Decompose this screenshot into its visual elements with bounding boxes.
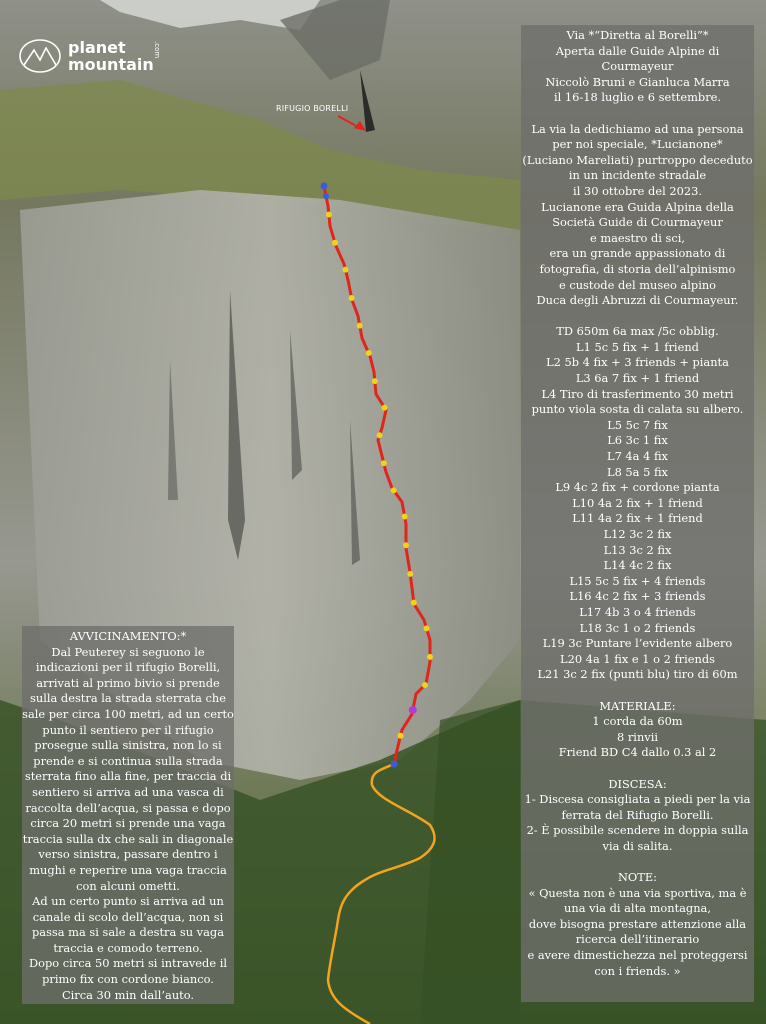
text-line: prende e si continua sulla strada <box>33 753 223 768</box>
text-line: circa 20 metri si prende una vaga <box>30 816 226 831</box>
belay-dot <box>377 432 383 438</box>
belay-dot <box>332 240 338 246</box>
spacer <box>521 106 754 122</box>
text-line: Courmayeur <box>601 59 674 74</box>
text-line: il 30 ottobre del 2023. <box>573 183 702 198</box>
text-line: L1 5c 5 fix + 1 friend <box>576 339 699 354</box>
belay-dot <box>366 350 372 356</box>
belay-dot <box>411 600 417 606</box>
text-line: MATERIALE: <box>599 698 676 713</box>
spacer <box>521 761 754 777</box>
text-line: prosegue sulla sinistra, non lo si <box>34 738 222 753</box>
belay-dot <box>372 378 378 384</box>
spacer <box>521 683 754 699</box>
spacer <box>521 309 754 325</box>
text-line: L20 4a 1 fix e 1 o 2 friends <box>560 651 715 666</box>
text-line: ferrata del Rifugio Borelli. <box>561 807 714 822</box>
text-line: DISCESA: <box>608 776 667 791</box>
text-line: L21 3c 2 fix (punti blu) tiro di 60m <box>537 667 738 682</box>
text-line: canale di scolo dell’acqua, non si <box>32 909 224 924</box>
text-line: Società Guide di Courmayeur <box>552 215 723 230</box>
text-line: L16 4c 2 fix + 3 friends <box>569 589 706 604</box>
logo-suffix: .com <box>153 41 161 59</box>
belay-dot <box>382 405 388 411</box>
text-line: Ad un certo punto si arriva ad un <box>32 894 224 909</box>
belay-dot <box>342 267 348 273</box>
text-line: L18 3c 1 o 2 friends <box>579 620 696 635</box>
text-line: con alcuni ometti. <box>76 878 180 893</box>
text-line: L10 4a 2 fix + 1 friend <box>572 495 703 510</box>
text-line: era un grande appassionato di <box>549 246 726 261</box>
text-line: 1 corda da 60m <box>592 714 683 729</box>
rifugio-label: RIFUGIO BORELLI <box>276 104 349 113</box>
text-line: raccolta dell’acqua, si passa e dopo <box>25 800 231 815</box>
text-line: e avere dimestichezza nel proteggersi <box>527 948 748 963</box>
text-line: arrivati al primo bivio si prende <box>36 675 220 690</box>
text-line: per noi speciale, *Lucianone* <box>552 137 723 152</box>
text-line: traccia sulla dx che sali in diagonale <box>22 831 234 846</box>
text-line: in un incidente stradale <box>568 168 707 183</box>
belay-dot <box>326 212 332 218</box>
text-line: verso sinistra, passare dentro i <box>38 847 218 862</box>
text-line: indicazioni per il rifugio Borelli, <box>35 660 221 675</box>
text-line: punto viola sosta di calata su albero. <box>531 402 744 417</box>
belay-dot <box>349 295 355 301</box>
belay-dot <box>427 654 433 660</box>
text-line: Dopo circa 50 metri si intravede il <box>29 956 227 971</box>
text-line: Dal Peuterey si seguono le <box>51 644 205 659</box>
text-line: 2- È possibile scendere in doppia sulla <box>526 823 749 838</box>
text-line: passa ma si sale a destra su vaga <box>32 925 224 940</box>
text-line: Friend BD C4 dallo 0.3 al 2 <box>558 745 717 760</box>
text-line: L4 Tiro di trasferimento 30 metri <box>541 386 734 401</box>
text-line: L15 5c 5 fix + 4 friends <box>569 573 706 588</box>
spacer <box>521 854 754 870</box>
belay-dot <box>357 323 363 329</box>
text-line: primo fix con cordone bianco. <box>42 972 214 987</box>
text-line: con i friends. » <box>594 963 681 978</box>
text-line: L9 4c 2 fix + cordone pianta <box>555 480 720 495</box>
approach-panel <box>22 626 234 1004</box>
text-line: sentiero si arriva ad una vasca di <box>32 784 224 799</box>
text-line: TD 650m 6a max /5c obblig. <box>556 324 719 339</box>
text-line: L3 6a 7 fix + 1 friend <box>575 371 700 386</box>
belay-dot <box>422 682 428 688</box>
text-line: L19 3c Puntare l’evidente albero <box>542 636 733 651</box>
text-line: Duca degli Abruzzi di Courmayeur. <box>536 293 739 308</box>
logo-line2: mountain <box>68 55 154 74</box>
text-line: NOTE: <box>617 870 658 885</box>
text-line: sulla destra la strada sterrata che <box>30 691 226 706</box>
mountain-logo-icon <box>18 38 62 74</box>
logo-wordmark <box>68 39 154 73</box>
logo-line1: planet <box>68 38 126 57</box>
text-line: e custode del museo alpino <box>558 277 717 292</box>
text-line: L7 4a 4 fix <box>607 449 668 464</box>
belay-dot <box>391 487 397 493</box>
text-line: Lucianone era Guida Alpina della <box>541 199 734 214</box>
belay-dot <box>407 571 413 577</box>
text-line: L14 4c 2 fix <box>603 558 672 573</box>
text-line: L12 3c 2 fix <box>603 527 672 541</box>
belay-dot <box>398 733 404 739</box>
belay-dot <box>391 761 398 768</box>
text-line: Aperta dalle Guide Alpine di <box>555 43 720 58</box>
text-line: il 16-18 luglio e 6 settembre. <box>553 90 721 105</box>
text-line: punto il sentiero per il rifugio <box>42 722 214 737</box>
belay-dot <box>321 183 328 190</box>
text-line: L11 4a 2 fix + 1 friend <box>572 511 703 526</box>
text-line: L5 5c 7 fix <box>607 417 668 432</box>
belay-dot <box>409 706 417 714</box>
text-line: L8 5a 5 fix <box>607 464 668 479</box>
planetmountain-logo <box>18 38 161 74</box>
text-line: AVVICINAMENTO:* <box>69 629 187 643</box>
text-line: L6 3c 1 fix <box>607 433 668 448</box>
belay-dot <box>403 542 409 548</box>
text-line: Niccolò Bruni e Gianluca Marra <box>545 74 730 89</box>
text-line: Via *“Diretta al Borelli”* <box>566 28 709 42</box>
text-line: L17 4b 3 o 4 friends <box>579 604 696 619</box>
text-line: L13 3c 2 fix <box>603 542 672 557</box>
text-line: L2 5b 4 fix + 3 friends + pianta <box>546 355 729 370</box>
text-line: fotografia, di storia dell’alpinismo <box>539 261 736 276</box>
belay-dot <box>323 193 329 199</box>
belay-dot <box>424 625 430 631</box>
text-line: 8 rinvii <box>616 729 658 744</box>
text-line: (Luciano Mareliati) purtroppo deceduto <box>522 152 753 167</box>
text-line: sale per circa 100 metri, ad un certo <box>22 706 234 721</box>
text-line: sterrata fino alla fine, per traccia di <box>24 769 232 784</box>
text-line: ricerca dell’itinerario <box>575 932 700 947</box>
text-line: « Questa non è una via sportiva, ma è <box>528 885 747 900</box>
text-line: traccia e comodo terreno. <box>53 940 203 955</box>
text-line: dove bisogna prestare attenzione alla <box>528 916 747 931</box>
text-line: Circa 30 min dall’auto. <box>61 987 195 1002</box>
text-line: una via di alta montagna, <box>564 901 711 916</box>
text-line: via di salita. <box>602 838 673 853</box>
text-line: mughi e reperire una vaga traccia <box>29 862 227 877</box>
belay-dot <box>381 460 387 466</box>
belay-dot <box>402 513 408 519</box>
text-line: e maestro di sci, <box>589 230 686 245</box>
route-info-panel <box>521 25 754 1002</box>
text-line: La via la dedichiamo ad una persona <box>531 121 744 136</box>
text-line: 1- Discesa consigliata a piedi per la via <box>524 792 751 807</box>
